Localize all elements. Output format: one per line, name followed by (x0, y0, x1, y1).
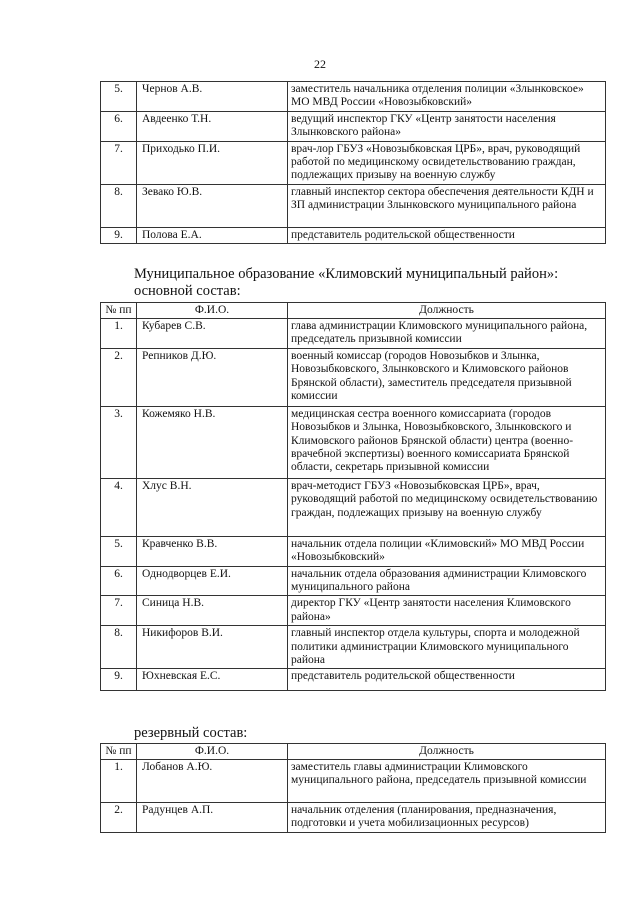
table-row (101, 319, 606, 349)
main-composition-table (100, 302, 606, 691)
table-row (101, 406, 606, 478)
table-row (101, 227, 606, 243)
row-position: начальник отделения (планирования, предназначения, подготовки и учета мобилизационных ресурсов) (288, 803, 606, 833)
table-row (101, 184, 606, 227)
row-name: Радунцев А.П. (137, 803, 288, 833)
row-position: глава администрации Климовского муниципального района, председатель призывной комиссии (288, 319, 606, 349)
main-composition-label: основной состав: (134, 283, 241, 299)
table-row (101, 348, 606, 406)
table-row (101, 111, 606, 141)
continuation-table (100, 81, 606, 244)
table-row (101, 478, 606, 536)
row-number: 3. (101, 406, 137, 478)
row-name: Чернов А.В. (137, 82, 288, 112)
row-position: директор ГКУ «Центр занятости населения Климовского района» (288, 596, 606, 626)
row-number: 1. (101, 760, 137, 803)
row-position: главный инспектор отдела культуры, спорта и молодежной политики администрации Климовского муниципального района (288, 626, 606, 669)
row-number: 5. (101, 82, 137, 112)
reserve-composition-label: резервный состав: (134, 725, 248, 741)
row-number: 2. (101, 348, 137, 406)
row-name: Однодворцев Е.И. (137, 566, 288, 596)
row-position: медицинская сестра военного комиссариата (городов Новозыбков и Злынка, Новозыбковского, Злынковского и Климовского районов Брянской области) центра (военно-врачебной экспертизы) военного комиссариата Брянской области, секретарь призывной комиссии (288, 406, 606, 478)
page-number: 22 (314, 57, 326, 71)
row-number: 4. (101, 478, 137, 536)
row-number: 9. (101, 227, 137, 243)
row-position: врач-методист ГБУЗ «Новозыбковская ЦРБ», врач, руководящий работой по медицинскому освидетельствованию граждан, подлежащих призыву на военную службу (288, 478, 606, 536)
row-position: представитель родительской общественности (288, 669, 606, 691)
row-name: Полова Е.А. (137, 227, 288, 243)
row-position: начальник отдела полиции «Климовский» МО МВД России «Новозыбковский» (288, 536, 606, 566)
row-name: Хлус В.Н. (137, 478, 288, 536)
row-name: Приходько П.И. (137, 141, 288, 184)
row-name: Никифоров В.И. (137, 626, 288, 669)
row-number: 7. (101, 141, 137, 184)
row-number: 9. (101, 669, 137, 691)
row-name: Кравченко В.В. (137, 536, 288, 566)
row-number: 6. (101, 566, 137, 596)
row-number: 6. (101, 111, 137, 141)
row-position: главный инспектор сектора обеспечения деятельности КДН и ЗП администрации Злынковского муниципального района (288, 184, 606, 227)
row-position: начальник отдела образования администрации Климовского муниципального района (288, 566, 606, 596)
row-position: врач-лор ГБУЗ «Новозыбковская ЦРБ», врач, руководящий работой по медицинскому освидетельствованию граждан, подлежащих призыву на военную службу (288, 141, 606, 184)
row-name: Авдеенко Т.Н. (137, 111, 288, 141)
row-number: 5. (101, 536, 137, 566)
row-position: заместитель начальника отделения полиции «Злынковское» МО МВД России «Новозыбковский» (288, 82, 606, 112)
row-name: Кубарев С.В. (137, 319, 288, 349)
header-position: Должность (288, 303, 606, 319)
row-position: военный комиссар (городов Новозыбков и Злынка, Новозыбковского, Злынковского и Климовского районов Брянской области), заместитель председателя призывной комиссии (288, 348, 606, 406)
table-row (101, 596, 606, 626)
table-row (101, 566, 606, 596)
header-position: Должность (288, 744, 606, 760)
header-name: Ф.И.О. (137, 744, 288, 760)
row-position: представитель родительской общественности (288, 227, 606, 243)
header-name: Ф.И.О. (137, 303, 288, 319)
row-name: Юхневская Е.С. (137, 669, 288, 691)
table-row (101, 141, 606, 184)
table-row (101, 82, 606, 112)
table-row (101, 626, 606, 669)
row-name: Лобанов А.Ю. (137, 760, 288, 803)
municipality-heading: Муниципальное образование «Климовский муниципальный район»: (134, 266, 559, 282)
table-header-row (101, 744, 606, 760)
row-name: Репников Д.Ю. (137, 348, 288, 406)
table-header-row (101, 303, 606, 319)
row-name: Зевако Ю.В. (137, 184, 288, 227)
reserve-composition-table (100, 743, 606, 833)
row-number: 1. (101, 319, 137, 349)
header-number: № пп (101, 744, 137, 760)
row-position: ведущий инспектор ГКУ «Центр занятости населения Злынковского района» (288, 111, 606, 141)
table-row (101, 536, 606, 566)
row-number: 8. (101, 184, 137, 227)
table-row (101, 760, 606, 803)
table-row (101, 803, 606, 833)
row-number: 2. (101, 803, 137, 833)
table-row (101, 669, 606, 691)
row-number: 8. (101, 626, 137, 669)
row-name: Кожемяко Н.В. (137, 406, 288, 478)
row-name: Синица Н.В. (137, 596, 288, 626)
row-position: заместитель главы администрации Климовского муниципального района, председатель призывной комиссии (288, 760, 606, 803)
header-number: № пп (101, 303, 137, 319)
row-number: 7. (101, 596, 137, 626)
